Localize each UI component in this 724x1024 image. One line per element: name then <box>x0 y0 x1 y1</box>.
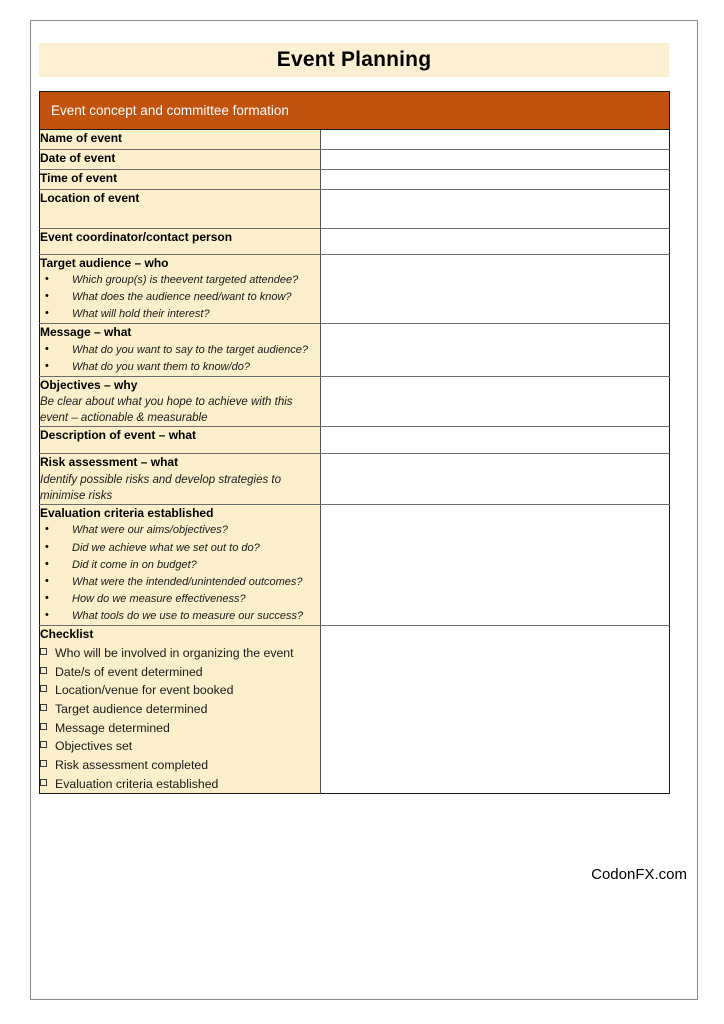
table-row <box>40 130 670 150</box>
row-entry-field-name-of-event[interactable] <box>321 130 670 150</box>
table-row <box>40 376 670 427</box>
list-item: • Which group(s) is theevent targeted attendee? <box>40 272 320 289</box>
list-item: • What does the audience need/want to know? <box>40 289 320 306</box>
checklist-item[interactable] <box>40 700 320 719</box>
table-row <box>40 229 670 255</box>
list-item: • What do you want to say to the target audience? <box>40 342 320 359</box>
event-planning-table <box>39 91 670 794</box>
row-label: Location of event <box>40 191 140 205</box>
row-entry-field-location-of-event[interactable] <box>321 190 670 229</box>
checklist-item[interactable] <box>40 663 320 682</box>
row-label-cell-objectives <box>40 376 321 427</box>
list-item: • What were our aims/objectives? <box>40 522 320 539</box>
table-row <box>40 454 670 505</box>
row-bullet-list <box>40 522 320 624</box>
list-item: • What will hold their interest? <box>40 306 320 323</box>
row-entry-field-risk-assessment[interactable] <box>321 454 670 505</box>
table-row <box>40 170 670 190</box>
list-item: • What tools do we use to measure our success? <box>40 608 320 625</box>
list-item: • What were the intended/unintended outcomes? <box>40 574 320 591</box>
table-row <box>40 505 670 625</box>
row-label: Name of event <box>40 131 123 145</box>
checklist-item-label: Evaluation criteria established <box>55 776 219 791</box>
row-entry-field-objectives[interactable] <box>321 376 670 427</box>
page-title: Event Planning <box>276 48 432 71</box>
checkbox-icon[interactable] <box>40 723 47 730</box>
table-row <box>40 255 670 324</box>
table-row <box>40 190 670 229</box>
checklist-item[interactable] <box>40 775 320 794</box>
checklist-item[interactable] <box>40 719 320 738</box>
checklist-item[interactable] <box>40 644 320 663</box>
row-label-cell-risk-assessment <box>40 454 321 505</box>
checklist-item-label: Location/venue for event booked <box>55 683 234 698</box>
row-label-cell-name-of-event <box>40 130 321 150</box>
row-entry-field-target-audience[interactable] <box>321 255 670 324</box>
row-label: Event coordinator/contact person <box>40 230 233 244</box>
row-label-cell-evaluation-criteria <box>40 505 321 625</box>
checkbox-icon[interactable] <box>40 704 47 711</box>
row-entry-field-message[interactable] <box>321 324 670 376</box>
row-label: Evaluation criteria established <box>40 506 214 521</box>
table-row <box>40 427 670 454</box>
checklist-item-label: Objectives set <box>55 739 133 754</box>
row-note: Identify possible risks and develop strategies to minimise risks <box>40 473 281 502</box>
checkbox-icon[interactable] <box>40 648 47 655</box>
footer-brand-label: CodonFX.com <box>591 866 687 883</box>
checkbox-icon[interactable] <box>40 760 47 767</box>
checkbox-icon[interactable] <box>40 779 47 786</box>
row-bullet-list <box>40 342 320 376</box>
row-label-cell-date-of-event <box>40 150 321 170</box>
row-label-cell-message <box>40 324 321 376</box>
row-label: Message – what <box>40 325 132 340</box>
row-label: Time of event <box>40 171 118 185</box>
row-entry-field-time-of-event[interactable] <box>321 170 670 190</box>
row-label-cell-description <box>40 427 321 454</box>
section-header-label: Event concept and committee formation <box>51 103 289 118</box>
list-item: • Did we achieve what we set out to do? <box>40 540 320 557</box>
row-note: Be clear about what you hope to achieve with this event – actionable & measurable <box>40 395 293 425</box>
checklist-item-label: Who will be involved in organizing the event <box>55 645 294 660</box>
row-label-cell-event-coordinator <box>40 229 321 255</box>
row-bullet-list <box>40 272 320 323</box>
checklist-item[interactable] <box>40 737 320 756</box>
row-label-cell-checklist <box>40 625 321 794</box>
row-label-cell-location-of-event <box>40 190 321 229</box>
row-label: Date of event <box>40 151 116 165</box>
row-label: Description of event – what <box>40 428 197 443</box>
checklist <box>40 644 320 794</box>
table-section-header-row <box>40 92 670 130</box>
checkbox-icon[interactable] <box>40 685 47 692</box>
checklist-item-label: Risk assessment completed <box>55 758 209 773</box>
table-row <box>40 625 670 794</box>
checkbox-icon[interactable] <box>40 667 47 674</box>
row-label-cell-time-of-event <box>40 170 321 190</box>
checkbox-icon[interactable] <box>40 741 47 748</box>
list-item: • How do we measure effectiveness? <box>40 591 320 608</box>
list-item: • What do you want them to know/do? <box>40 359 320 376</box>
row-label: Risk assessment – what <box>40 455 179 470</box>
row-entry-field-evaluation-criteria[interactable] <box>321 505 670 625</box>
document-page <box>30 20 698 1000</box>
row-label: Checklist <box>40 626 94 641</box>
table-row <box>40 150 670 170</box>
row-label: Objectives – why <box>40 377 138 392</box>
row-entry-field-event-coordinator[interactable] <box>321 229 670 255</box>
checklist-item-label: Date/s of event determined <box>55 664 203 679</box>
row-label-cell-target-audience <box>40 255 321 324</box>
checklist-item[interactable] <box>40 681 320 700</box>
document-title-banner <box>39 43 669 77</box>
section-header-cell <box>40 92 670 130</box>
checklist-item-label: Target audience determined <box>55 702 208 717</box>
checklist-item-label: Message determined <box>55 720 170 735</box>
row-entry-field-description[interactable] <box>321 427 670 454</box>
row-entry-field-date-of-event[interactable] <box>321 150 670 170</box>
list-item: • Did it come in on budget? <box>40 557 320 574</box>
table-row <box>40 324 670 376</box>
checklist-item[interactable] <box>40 756 320 775</box>
row-label: Target audience – who <box>40 256 169 270</box>
row-entry-field-checklist[interactable] <box>321 625 670 794</box>
